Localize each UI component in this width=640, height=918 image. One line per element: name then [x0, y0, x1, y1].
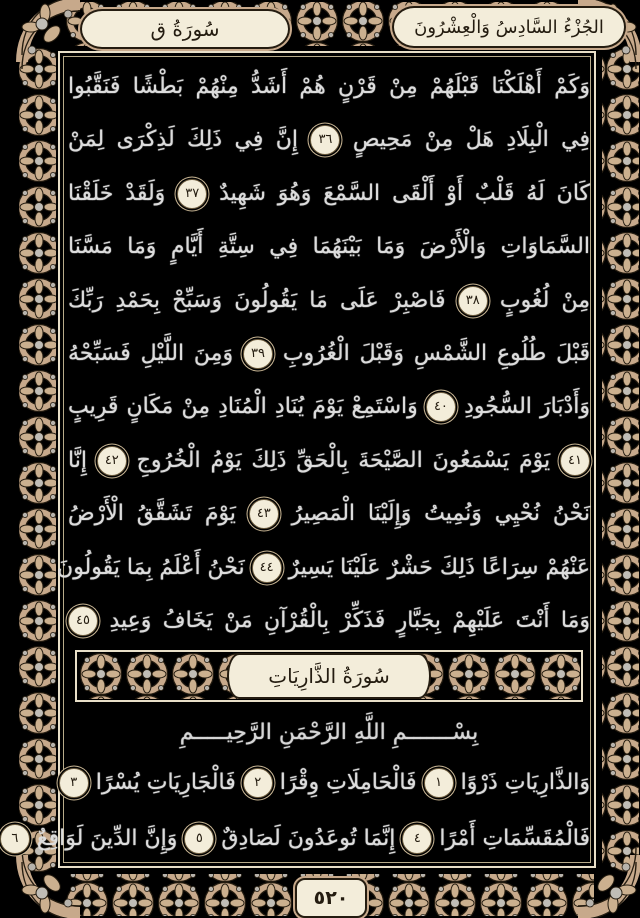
surah-qaf-cartouche	[80, 9, 290, 49]
right-border-strip	[602, 46, 639, 872]
verse-marker: ٣٦	[310, 125, 340, 155]
quran-line	[68, 169, 590, 219]
verse-marker: ٣٩	[243, 339, 273, 369]
qaf-verses-block	[57, 62, 591, 646]
quran-line	[68, 62, 590, 112]
bismillah: بِسْـــــــمِ اللَّهِ الرَّحْمَنِ الرَّحِيـــــمِ	[179, 720, 479, 745]
verse-text: قَبْلَ طُلُوعِ الشَّمْسِ وَقَبْلَ الْغُرُوبِ	[282, 340, 590, 366]
verse-text: وَالذَّارِيَاتِ ذَرْوًا	[460, 770, 590, 795]
verse-text: فَاصْبِرْ عَلَى مَا يَقُولُونَ وَسَبِّحْ بِحَمْدِ رَبِّكَ	[68, 287, 446, 313]
quran-line	[68, 115, 590, 165]
verse-marker: ٣٧	[177, 179, 207, 209]
verse-marker: ٤١	[560, 446, 590, 476]
verse-text: عَنْهُمْ سِرَاعًا ذَلِكَ حَشْرٌ عَلَيْنَا يَسِيرٌ	[288, 554, 590, 580]
verse-marker: ٤٣	[249, 499, 279, 529]
verse-text: وَإِنَّ الدِّينَ لَوَاقِعٌ	[36, 826, 178, 851]
verse-text: وَمَا أَنْتَ عَلَيْهِمْ بِجَبَّارٍ فَذَكِّرْ بِالْقُرْآنِ مَنْ يَخَافُ وَعِيدِ	[109, 607, 590, 633]
surah-banner-cartouche	[227, 653, 431, 699]
left-border-strip	[19, 46, 56, 872]
verse-text: فَالْجَارِيَاتِ يُسْرًا	[95, 770, 236, 795]
verse-marker: ٤٥	[68, 606, 98, 636]
surah-banner	[75, 650, 583, 702]
quran-line	[68, 382, 590, 432]
verse-text: نَحْنُ نُحْيِي وَنُمِيتُ وَإِلَيْنَا الْمَصِيرُ	[291, 501, 590, 527]
verse-text: مِنْ لُغُوبٍ	[499, 287, 590, 313]
verse-text: يَوْمَ يَسْمَعُونَ الصَّيْحَةَ بِالْحَقِّ ذَلِكَ يَوْمُ الْخُرُوجِ	[136, 447, 551, 473]
verse-text: إِنَّ فِي ذَلِكَ لَذِكْرَى لِمَنْ	[68, 127, 299, 153]
verse-marker: ٤٠	[426, 392, 456, 422]
verse-text: وَاسْتَمِعْ يَوْمَ يُنَادِ الْمُنَادِ مِنْ مَكَانٍ قَرِيبٍ	[68, 394, 418, 420]
verse-text: وَمِنَ اللَّيْلِ فَسَبِّحْهُ	[68, 340, 234, 366]
verse-marker: ٤	[402, 824, 432, 854]
quran-line	[68, 276, 590, 326]
verse-text: فِي الْبِلَادِ هَلْ مِنْ مَحِيصٍ	[352, 127, 591, 153]
verse-marker: ٥	[184, 824, 214, 854]
verse-text: وَأَدْبَارَ السُّجُودِ	[464, 394, 590, 420]
juz-cartouche	[392, 6, 626, 48]
mushaf-page	[11, 0, 640, 917]
verse-marker: ٢	[243, 768, 273, 798]
surah-banner-title: سُورَةُ الذَّارِيَاتِ	[268, 664, 390, 688]
verse-marker: ٣٨	[458, 286, 488, 316]
verse-text: إِنَّا	[68, 447, 87, 473]
verse-marker: ٤٢	[97, 446, 127, 476]
quran-line	[57, 543, 590, 593]
dhariyat-verses-block	[11, 758, 590, 864]
verse-text: كَانَ لَهُ قَلْبٌ أَوْ أَلْقَى السَّمْعَ وَهُوَ شَهِيدٌ	[219, 180, 590, 206]
page-number: ٥٢٠	[313, 887, 349, 909]
verse-text: فَالْمُقَسِّمَاتِ أَمْرًا	[439, 826, 590, 851]
quran-line	[68, 329, 590, 379]
quran-line	[68, 489, 590, 539]
quran-line	[68, 596, 590, 646]
verse-marker: ١	[424, 768, 454, 798]
quran-line	[68, 436, 590, 486]
quran-line	[11, 814, 590, 864]
verse-text: وَكَمْ أَهْلَكْنَا قَبْلَهُمْ مِنْ قَرْنٍ هُمْ أَشَدُّ مِنْهُمْ بَطْشًا فَنَقَّبُوا	[68, 74, 590, 99]
verse-marker: ٦	[0, 824, 30, 854]
verse-marker: ٤٤	[252, 553, 282, 583]
verse-text: نَحْنُ أَعْلَمُ بِمَا يَقُولُونَ	[57, 554, 245, 580]
verse-text: فَالْحَامِلَاتِ وِقْرًا	[279, 770, 417, 795]
verse-marker: ٣	[59, 768, 89, 798]
verse-text: وَلَقَدْ خَلَقْنَا	[68, 180, 166, 206]
verse-text: إِنَّمَا تُوعَدُونَ لَصَادِقٌ	[221, 826, 396, 851]
page-number-cartouche	[295, 878, 367, 918]
surah-qaf-label: سُورَةُ ق	[150, 17, 220, 41]
verse-text: السَّمَاوَاتِ وَالْأَرْضَ وَمَا بَيْنَهُمَا فِي سِتَّةِ أَيَّامٍ وَمَا مَسَّنَا	[68, 234, 590, 260]
quran-line	[68, 758, 590, 808]
quran-line	[68, 222, 590, 272]
verse-text: يَوْمَ تَشَقَّقُ الْأَرْضُ	[68, 501, 236, 527]
juz-label: الجُزْءُ السَّادِسُ وَالْعِشْرُونَ	[414, 16, 604, 38]
